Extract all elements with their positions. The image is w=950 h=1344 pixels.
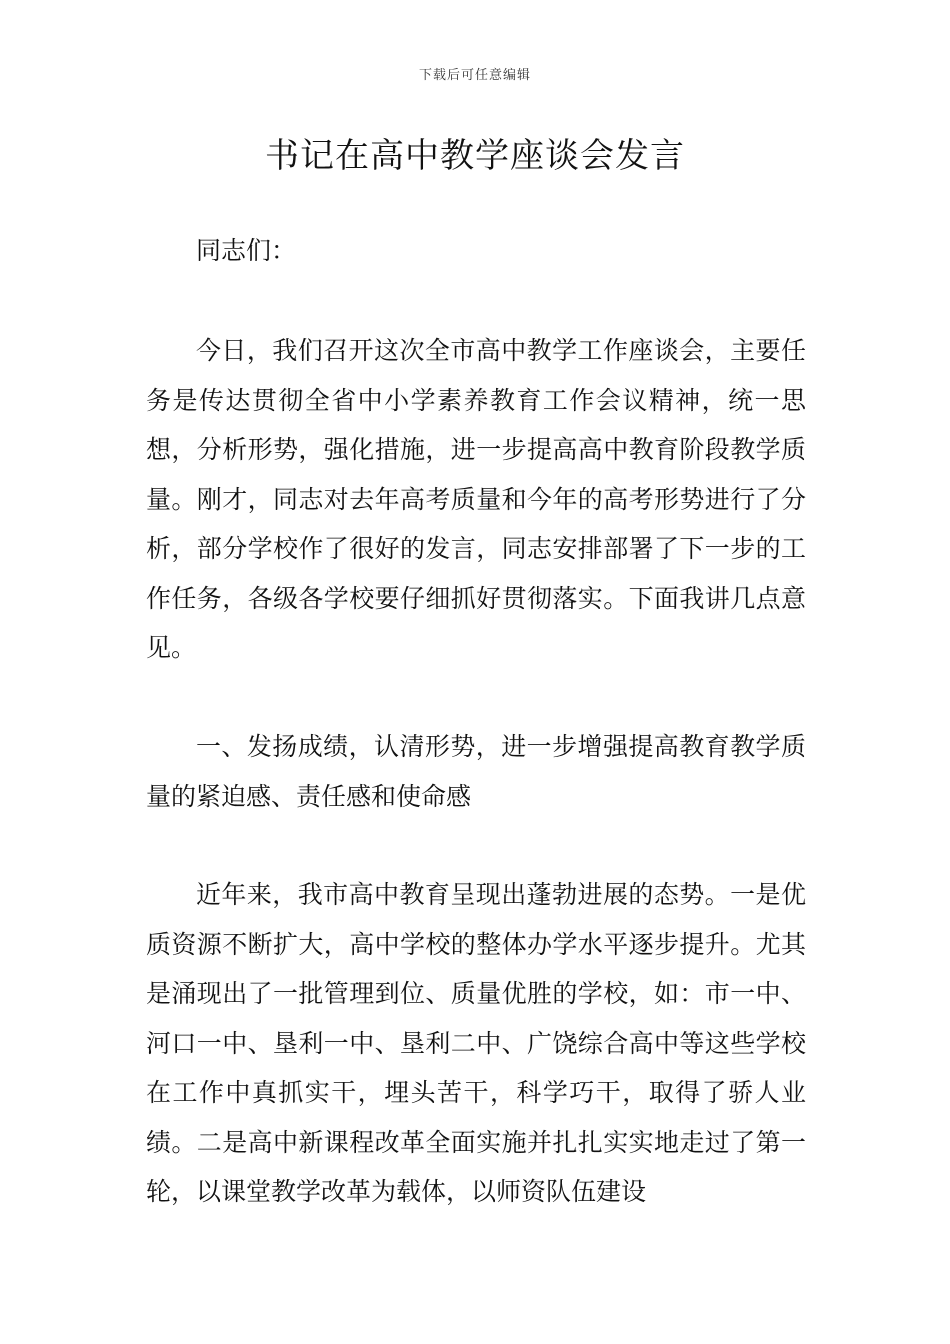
- greeting: 同志们：: [196, 236, 297, 265]
- section-heading-1: 一、发扬成绩，认清形势，进一步增强提高教育教学质量的紧迫感、责任感和使命感: [146, 732, 806, 811]
- header-note: 下载后可任意编辑: [418, 68, 531, 83]
- paragraph-intro: 今日，我们召开这次全市高中教学工作座谈会，主要任务是传达贯彻全省中小学素养教育工作会议精神，统一思想，分析形势，强化措施，进一步提高高中教育阶段教学质量。刚才，同志对去年高考质量和今年的高考形势进行了分析，部分学校作了很好的发言，同志安排部署了下一步的工作任务，各级各学校要仔细抓好贯彻落实。下面我讲几点意见。: [146, 336, 806, 662]
- paragraph-section-1: 近年来，我市高中教育呈现出蓬勃进展的态势。一是优质资源不断扩大，高中学校的整体办学水平逐步提升。尤其是涌现出了一批管理到位、质量优胜的学校，如：市一中、河口一中、垦利一中、垦利二中、广饶综合高中等这些学校在工作中真抓实干，埋头苦干，科学巧干，取得了骄人业绩。二是高中新课程改革全面实施并扎扎实实地走过了第一轮，以课堂教学改革为载体，以师资队伍建设: [146, 880, 806, 1206]
- document-title: 书记在高中教学座谈会发言: [265, 136, 685, 176]
